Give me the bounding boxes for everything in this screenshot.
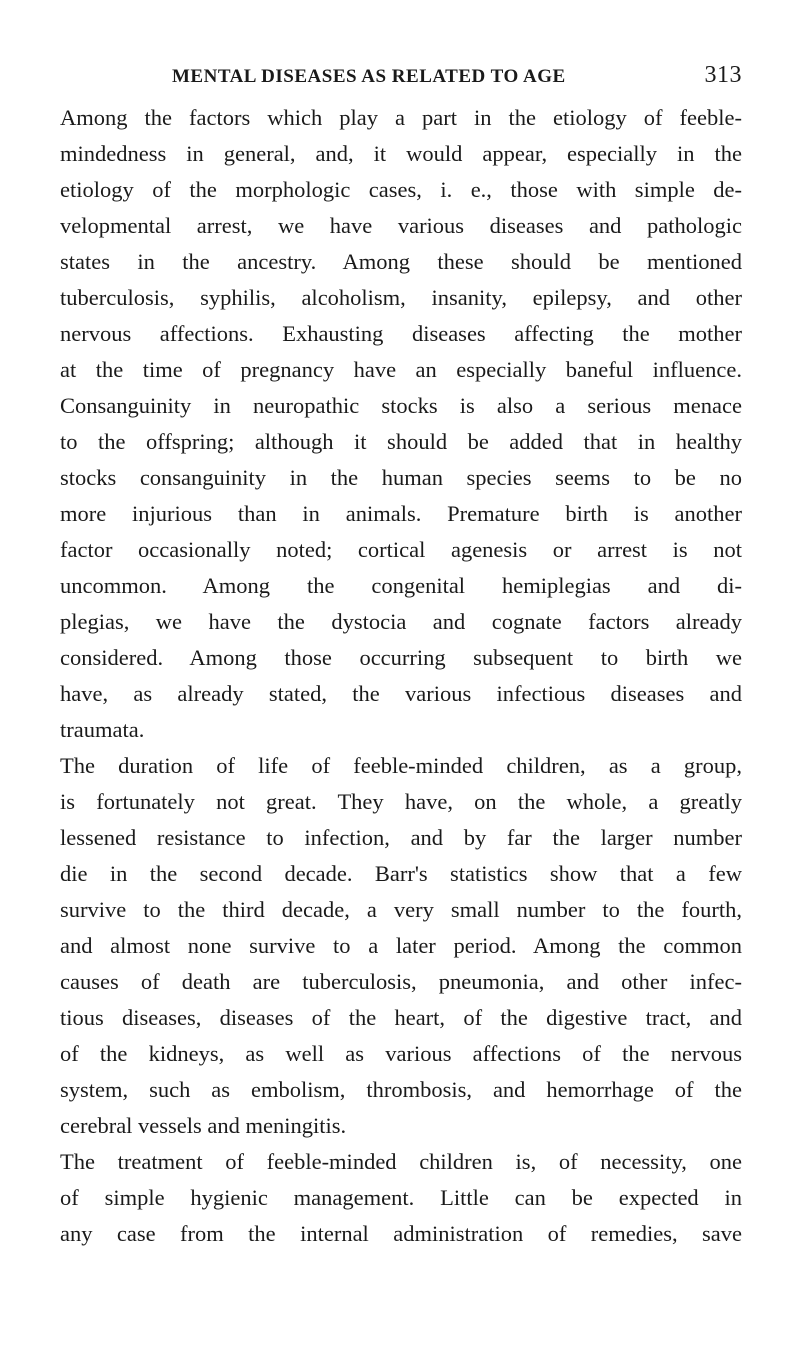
text-line: at the time of pregnancy have an especially baneful influence. [60, 357, 742, 382]
running-title: MENTAL DISEASES AS RELATED TO AGE [172, 66, 566, 87]
body-text [60, 100, 742, 1252]
text-line: to the offspring; although it should be added that in healthy [60, 429, 742, 454]
running-header [60, 60, 742, 100]
book-page [60, 60, 742, 1252]
text-line: tuberculosis, syphilis, alcoholism, insanity, epilepsy, and other [60, 285, 742, 310]
text-line: uncommon. Among the congenital hemiplegias and di- [60, 573, 742, 598]
text-line: is fortunately not great. They have, on the whole, a greatly [60, 789, 742, 814]
text-line: mindedness in general, and, it would appear, especially in the [60, 141, 742, 166]
text-line: more injurious than in animals. Premature birth is another [60, 501, 742, 526]
text-line: survive to the third decade, a very small number to the fourth, [60, 897, 742, 922]
text-line: cerebral vessels and meningitis. [60, 1113, 347, 1138]
text-line: The treatment of feeble-minded children is, of necessity, one [60, 1149, 742, 1174]
text-line: Consanguinity in neuropathic stocks is also a serious menace [60, 393, 742, 418]
text-line: any case from the internal administration of remedies, save [60, 1221, 742, 1246]
text-line: system, such as embolism, thrombosis, and hemorrhage of the [60, 1077, 742, 1102]
text-line: plegias, we have the dystocia and cognate factors already [60, 609, 742, 634]
text-line: of the kidneys, as well as various affections of the nervous [60, 1041, 742, 1066]
text-line: die in the second decade. Barr's statistics show that a few [60, 861, 742, 886]
text-line: of simple hygienic management. Little can be expected in [60, 1185, 742, 1210]
text-line: and almost none survive to a later period. Among the common [60, 933, 742, 958]
text-line: causes of death are tuberculosis, pneumonia, and other infec- [60, 969, 742, 994]
text-line: considered. Among those occurring subsequent to birth we [60, 645, 742, 670]
text-line: lessened resistance to infection, and by far the larger number [60, 825, 742, 850]
text-line: states in the ancestry. Among these should be mentioned [60, 249, 742, 274]
text-line: etiology of the morphologic cases, i. e., those with simple de- [60, 177, 742, 202]
text-line: factor occasionally noted; cortical agenesis or arrest is not [60, 537, 742, 562]
text-line: stocks consanguinity in the human species seems to be no [60, 465, 742, 490]
text-line: Among the factors which play a part in the etiology of feeble- [60, 105, 742, 130]
text-line: traumata. [60, 717, 145, 742]
page-number: 313 [704, 62, 742, 88]
text-line: velopmental arrest, we have various diseases and pathologic [60, 213, 742, 238]
text-line: have, as already stated, the various infectious diseases and [60, 681, 742, 706]
text-line: The duration of life of feeble-minded children, as a group, [60, 753, 742, 778]
text-line: nervous affections. Exhausting diseases affecting the mother [60, 321, 742, 346]
text-line: tious diseases, diseases of the heart, of the digestive tract, and [60, 1005, 742, 1030]
